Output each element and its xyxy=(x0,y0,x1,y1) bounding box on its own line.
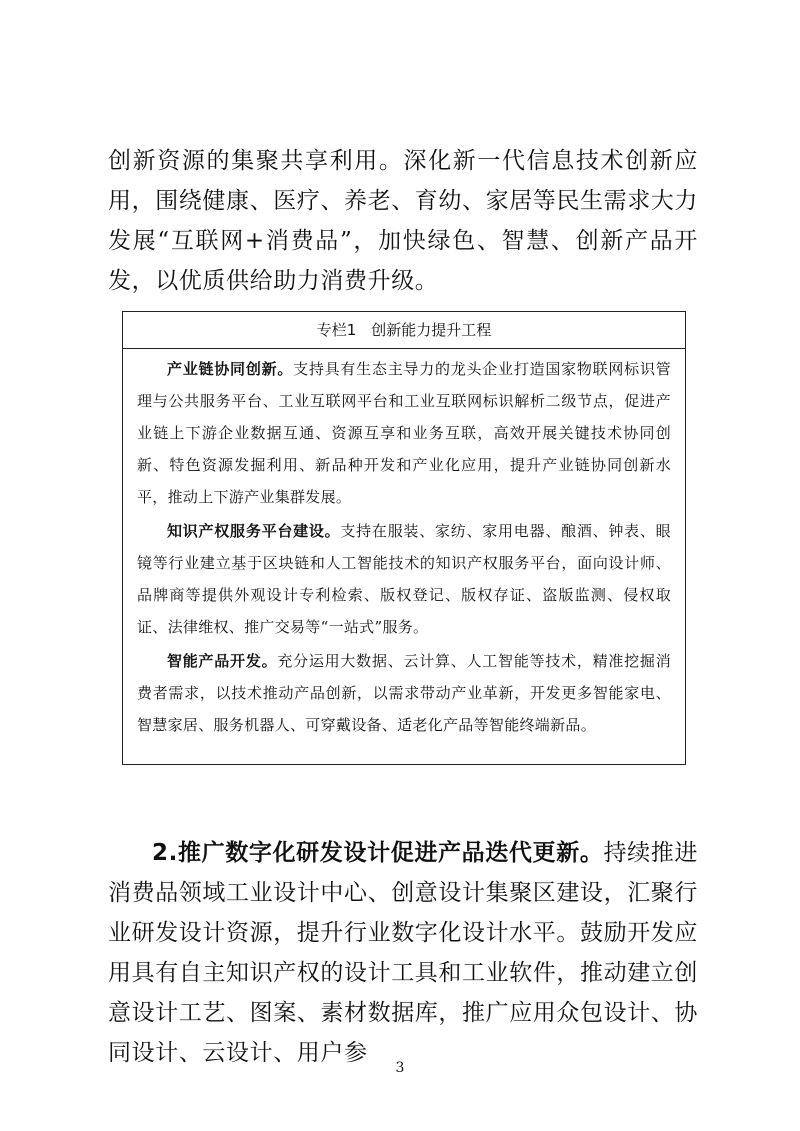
section-heading: 2.推广数字化研发设计促进产品迭代更新。 xyxy=(152,840,604,866)
box-item-heading: 知识产权服务平台建设。 xyxy=(167,522,341,540)
box-item-heading: 产业链协同创新。 xyxy=(167,360,294,378)
box-item-text: 支持具有生态主导力的龙头企业打造国家物联网标识管理与公共服务平台、工业互联网平台和工业互联网标识解析二级节点，促进产业链上下游企业数据互通、资源互享和业务互联，高效开展关键技术协同创新、特色资源发掘利用、新品种开发和产业化应用，提升产业链协同创新水平，推动上下游产业集群发展。 xyxy=(137,360,672,506)
section-text: 持续推进消费品领域工业设计中心、创意设计集聚区建设，汇聚行业研发设计资源，提升行业数字化设计水平。鼓励开发应用具有自主知识产权的设计工具和工业软件，推动建立创意设计工艺、图案、素材数据库，推广应用众包设计、协同设计、云设计、用户参 xyxy=(108,840,698,1066)
feature-box-title: 专栏1 创新能力提升工程 xyxy=(123,312,685,349)
box-item-ip-platform xyxy=(137,515,671,643)
box-item-text: 充分运用大数据、云计算、人工智能等技术，精准挖掘消费者需求，以技术推动产品创新，以需求带动产业革新，开发更多智能家电、智慧家居、服务机器人、可穿戴设备、适老化产品等智能终端新品。 xyxy=(137,652,671,734)
page-number: 3 xyxy=(395,1060,405,1076)
box-item-text: 支持在服装、家纺、家用电器、酿酒、钟表、眼镜等行业建立基于区块链和人工智能技术的知识产权服务平台，面向设计师、品牌商等提供外观设计专利检索、版权登记、版权存证、盗版监测、侵权取证、法律维权、推广交易等“一站式”服务。 xyxy=(137,522,671,636)
box-item-smart-products xyxy=(137,645,671,741)
box-item-industry-chain xyxy=(137,353,671,513)
section-paragraph xyxy=(108,833,698,1073)
feature-box-body xyxy=(123,349,685,741)
box-item-heading: 智能产品开发。 xyxy=(167,652,278,670)
feature-box xyxy=(122,311,686,765)
intro-paragraph: 创新资源的集聚共享利用。深化新一代信息技术创新应用，围绕健康、医疗、养老、育幼、家居等民生需求大力发展“互联网+消费品”，加快绿色、智慧、创新产品开发，以优质供给助力消费升级。 xyxy=(108,148,698,294)
